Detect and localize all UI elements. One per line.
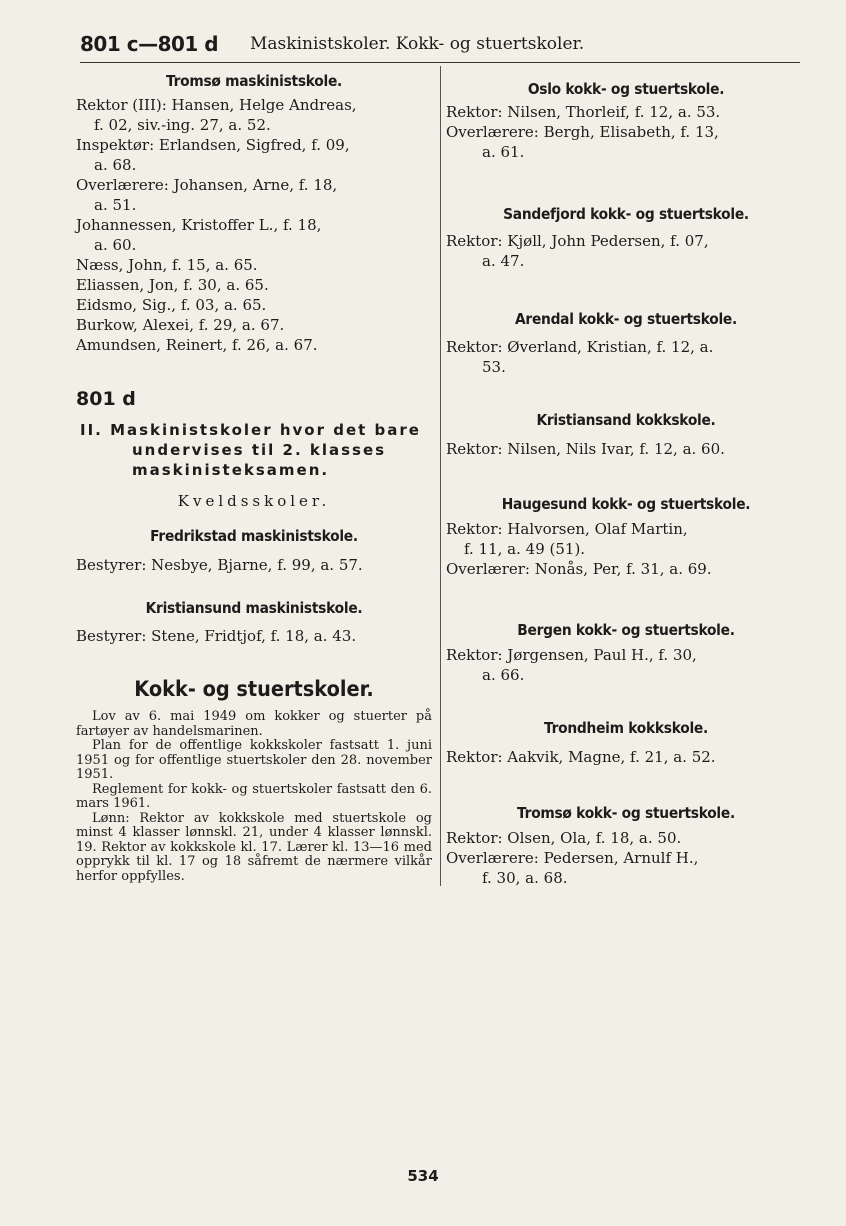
school-trondheim [446, 719, 806, 767]
section-number-801d: 801 d [76, 388, 136, 410]
kokk-stuertskoler-title: Kokk- og stuertskoler. [134, 677, 374, 701]
school-title: Sandefjord kokk- og stuertskole. [503, 205, 749, 223]
kokk-stuertskoler-text [76, 710, 432, 884]
staff-line: Rektor: Jørgensen, Paul H., f. 30, [446, 646, 697, 664]
staff-line: a. 66. [482, 666, 525, 684]
school-bergen [446, 621, 806, 685]
staff-line: Rektor: Kjøll, John Pedersen, f. 07, [446, 232, 709, 250]
kristiansund-title: Kristiansund maskinistskole. [145, 599, 363, 617]
kristiansund-staff: Bestyrer: Stene, Fridtjof, f. 18, a. 43. [76, 627, 357, 645]
staff-line: a. 61. [482, 143, 525, 161]
staff-line: f. 30, a. 68. [482, 869, 568, 887]
section-subheading: Kveldsskoler. [177, 492, 331, 510]
staff-line: Overlærere: Pedersen, Arnulf H., [446, 849, 699, 867]
school-title: Arendal kokk- og stuertskole. [515, 310, 737, 328]
section-801d-heading [80, 420, 432, 480]
salary-paragraph: Lønn: Rektor av kokkskole med stuertskole og minst 4 klasser lønnskl. 21, under 4 klasser lønnskl. 19. Rektor av kokkskole kl. 17. Lærer kl. 13—16 med opprykk til kl. 17 og 18 såfremt de nærmere vilkår herfor oppfylles. [76, 810, 432, 884]
heading-line: undervises til 2. klasses [132, 441, 387, 459]
school-title: Tromsø kokk- og stuertskole. [517, 804, 735, 822]
fredrikstad-staff: Bestyrer: Nesbye, Bjarne, f. 99, a. 57. [76, 556, 363, 574]
staff-line: a. 60. [94, 236, 137, 254]
staff-line: Rektor: Øverland, Kristian, f. 12, a. [446, 338, 714, 356]
school-arendal [446, 310, 806, 377]
school-title: Kristiansand kokkskole. [536, 411, 716, 429]
staff-line: Amundsen, Reinert, f. 26, a. 67. [76, 336, 318, 354]
staff-line: Rektor: Nilsen, Thorleif, f. 12, a. 53. [446, 103, 721, 121]
school-sandefjord [446, 205, 806, 271]
staff-line: Burkow, Alexei, f. 29, a. 67. [76, 316, 285, 334]
staff-line: Overlærer: Nonås, Per, f. 31, a. 69. [446, 560, 712, 578]
staff-line: Rektor: Halvorsen, Olaf Martin, [446, 520, 688, 538]
header-rule [80, 62, 800, 63]
regulation-paragraph: Lov av 6. mai 1949 om kokker og stuerter på fartøyer av handelsmarinen. [76, 709, 432, 739]
staff-line: Eliassen, Jon, f. 30, a. 65. [76, 276, 269, 294]
staff-line: Rektor (III): Hansen, Helge Andreas, [76, 96, 357, 114]
staff-line: Rektor: Nilsen, Nils Ivar, f. 12, a. 60. [446, 440, 725, 458]
staff-line: 53. [482, 358, 506, 376]
page-number: 534 [407, 1167, 439, 1185]
school-tromso-kokk [446, 804, 806, 888]
fredrikstad-title: Fredrikstad maskinistskole. [150, 527, 358, 545]
column-divider [440, 66, 441, 886]
running-header [80, 32, 800, 56]
staff-line: Eidsmo, Sig., f. 03, a. 65. [76, 296, 267, 314]
tromso-maskinistskole-title: Tromsø maskinistskole. [165, 72, 343, 90]
school-haugesund [446, 495, 806, 579]
tromso-maskinistskole-staff [76, 95, 432, 355]
staff-line: Johannessen, Kristoffer L., f. 18, [76, 216, 322, 234]
header-title: Maskinistskoler. Kokk- og stuertskoler. [250, 34, 585, 54]
school-title: Haugesund kokk- og stuertskole. [501, 495, 751, 513]
heading-line: II. Maskinistskoler hvor det bare [80, 421, 421, 439]
school-oslo [446, 80, 806, 162]
school-title: Trondheim kokkskole. [544, 719, 708, 737]
staff-line: Rektor: Aakvik, Magne, f. 21, a. 52. [446, 748, 716, 766]
staff-line: a. 51. [94, 196, 137, 214]
school-title: Oslo kokk- og stuertskole. [527, 80, 725, 98]
staff-line: Næss, John, f. 15, a. 65. [76, 256, 258, 274]
staff-line: Inspektør: Erlandsen, Sigfred, f. 09, [76, 136, 350, 154]
school-title: Bergen kokk- og stuertskole. [517, 621, 735, 639]
staff-line: f. 11, a. 49 (51). [464, 540, 586, 558]
section-range: 801 c—801 d [80, 32, 219, 56]
heading-line: maskinisteksamen. [132, 461, 330, 479]
staff-line: Rektor: Olsen, Ola, f. 18, a. 50. [446, 829, 682, 847]
school-kristiansand [446, 411, 806, 459]
staff-line: a. 47. [482, 252, 525, 270]
staff-line: f. 02, siv.-ing. 27, a. 52. [94, 116, 271, 134]
staff-line: Overlærere: Bergh, Elisabeth, f. 13, [446, 123, 719, 141]
regulation-paragraph: Plan for de offentlige kokkskoler fastsatt 1. juni 1951 og for offentlige stuertskoler den 28. november 1951. [76, 738, 432, 782]
staff-line: a. 68. [94, 156, 137, 174]
regulation-paragraph: Reglement for kokk- og stuertskoler fastsatt den 6. mars 1961. [76, 781, 432, 811]
staff-line: Overlærere: Johansen, Arne, f. 18, [76, 176, 338, 194]
